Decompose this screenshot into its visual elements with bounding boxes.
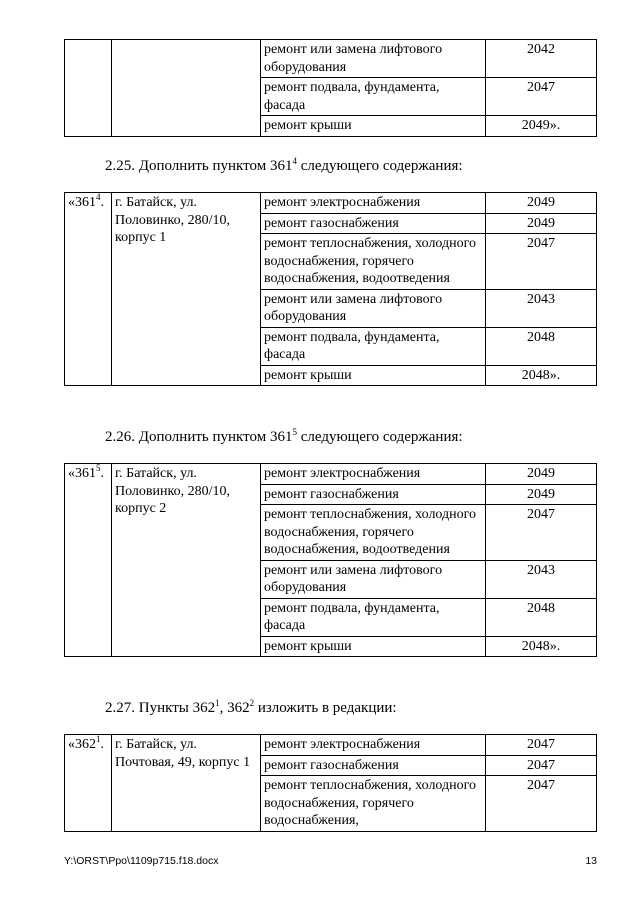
year-cell: 2049 (486, 464, 597, 485)
year-cell: 2043 (486, 560, 597, 598)
number-cell: «$361^5$. (65, 464, 112, 657)
year-cell: 2043 (486, 289, 597, 327)
year-cell: 2047 (486, 735, 597, 756)
year-cell: 2049». (486, 116, 597, 137)
work-cell: ремонт электроснабжения (261, 464, 486, 485)
address-cell: г. Батайск, ул. Половинко, 280/10, корпус 2 (112, 464, 261, 657)
paragraph-2-25: 2.25. Дополнить пунктом $361^4$ следующего содержания: (105, 156, 463, 174)
work-cell: ремонт подвала, фундамента, фасада (261, 598, 486, 636)
work-cell: ремонт подвала, фундамента, фасада (261, 327, 486, 365)
year-cell: 2047 (486, 776, 597, 832)
work-cell: ремонт теплоснабжения, холодного водоснабжения, горячего водоснабжения, (261, 776, 486, 832)
address-cell: г. Батайск, ул. Половинко, 280/10, корпус 1 (112, 193, 261, 386)
number-cell: «$362^1$. (65, 735, 112, 832)
paragraph-2-27: 2.27. Пункты $362^1$, $362^2$ изложить в редакции: (105, 698, 397, 716)
table-row (65, 464, 597, 485)
work-cell: ремонт газоснабжения (261, 484, 486, 505)
footer-file-path: Y:\ORST\Ppo\1109p715.f18.docx (64, 855, 219, 867)
work-cell: ремонт газоснабжения (261, 755, 486, 776)
work-cell: ремонт теплоснабжения, холодного водоснабжения, горячего водоснабжения, водоотведения (261, 505, 486, 561)
table-row (65, 193, 597, 214)
work-cell: ремонт подвала, фундамента, фасада (261, 78, 486, 116)
work-cell: ремонт газоснабжения (261, 213, 486, 234)
work-cell: ремонт электроснабжения (261, 735, 486, 756)
year-cell: 2049 (486, 213, 597, 234)
work-cell: ремонт электроснабжения (261, 193, 486, 214)
table-continued (64, 39, 597, 137)
work-cell: ремонт или замена лифтового оборудования (261, 40, 486, 78)
year-cell: 2047 (486, 755, 597, 776)
year-cell: 2048». (486, 365, 597, 386)
address-cell: г. Батайск, ул. Почтовая, 49, корпус 1 (112, 735, 261, 832)
year-cell: 2047 (486, 78, 597, 116)
address-cell (112, 40, 261, 137)
work-cell: ремонт крыши (261, 116, 486, 137)
year-cell: 2048». (486, 636, 597, 657)
work-cell: ремонт или замена лифтового оборудования (261, 560, 486, 598)
work-cell: ремонт крыши (261, 365, 486, 386)
year-cell: 2047 (486, 234, 597, 290)
table-row (65, 735, 597, 756)
year-cell: 2049 (486, 484, 597, 505)
work-cell: ремонт крыши (261, 636, 486, 657)
number-cell: «$361^4$. (65, 193, 112, 386)
number-cell (65, 40, 112, 137)
work-cell: ремонт или замена лифтового оборудования (261, 289, 486, 327)
year-cell: 2042 (486, 40, 597, 78)
table-row (65, 40, 597, 78)
table-361-4 (64, 192, 597, 386)
work-cell: ремонт теплоснабжения, холодного водоснабжения, горячего водоснабжения, водоотведения (261, 234, 486, 290)
footer-page-number: 13 (585, 855, 597, 867)
year-cell: 2048 (486, 327, 597, 365)
paragraph-2-26: 2.26. Дополнить пунктом $361^5$ следующего содержания: (105, 427, 463, 445)
table-362-1 (64, 734, 597, 832)
year-cell: 2047 (486, 505, 597, 561)
year-cell: 2049 (486, 193, 597, 214)
table-361-5 (64, 463, 597, 657)
year-cell: 2048 (486, 598, 597, 636)
